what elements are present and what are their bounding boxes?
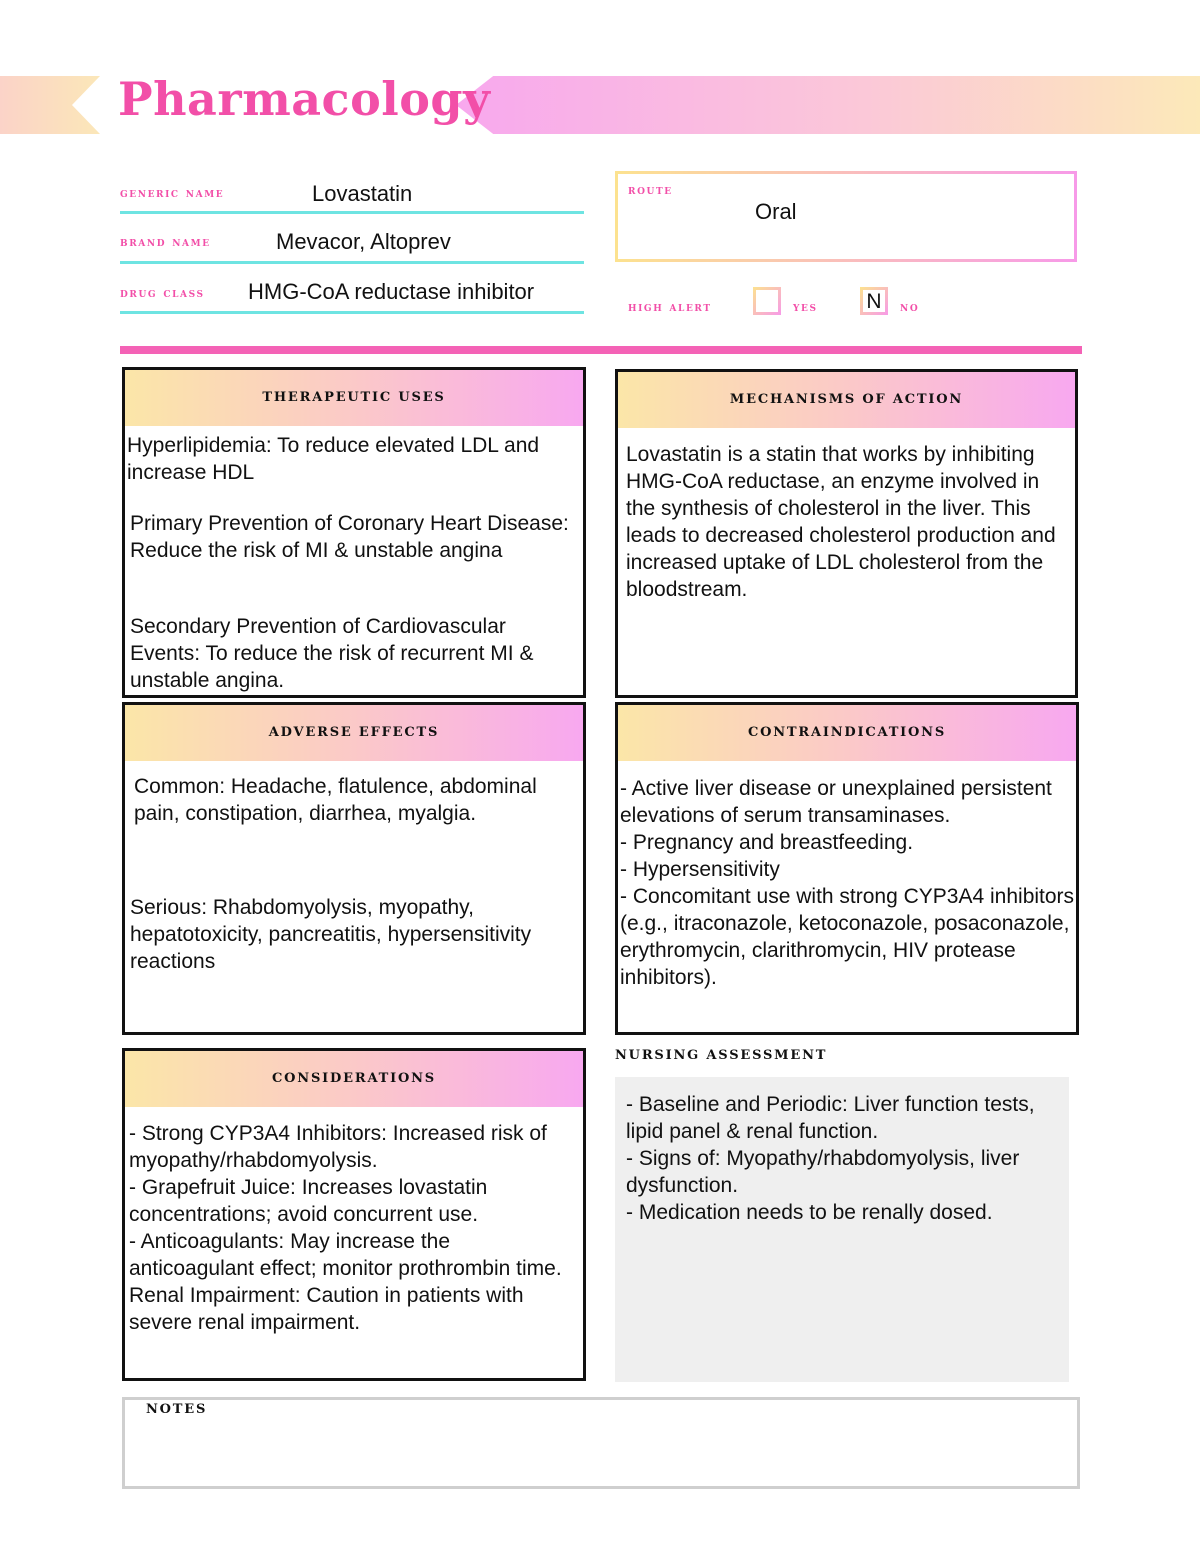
adverse-serious: Serious: Rhabdomyolysis, myopathy, hepatotoxicity, pancreatitis, hypersensitivity reactions: [130, 896, 532, 973]
brand-name-underline: [120, 261, 584, 264]
generic-name-value[interactable]: Lovastatin: [312, 181, 413, 206]
consideration-item: - Strong CYP3A4 Inhibitors: Increased risk of myopathy/rhabdomyolysis.: [129, 1122, 547, 1172]
considerations-card: [122, 1048, 586, 1381]
high-alert-no-checkbox[interactable]: N: [860, 287, 888, 315]
brand-name-value[interactable]: Mevacor, Altoprev: [276, 229, 451, 254]
drug-class-label: drug class: [120, 286, 205, 301]
nursing-assessment-heading: NURSING ASSESSMENT: [615, 1048, 828, 1063]
high-alert-label: high alert: [628, 300, 712, 315]
therapeutic-use-3: Secondary Prevention of Cardiovascular Events: To reduce the risk of recurrent MI & unstable angina.: [130, 615, 534, 692]
banner-left-ribbon: [0, 76, 100, 134]
therapeutic-use-2: Primary Prevention of Coronary Heart Disease: Reduce the risk of MI & unstable angina: [130, 512, 569, 562]
therapeutic-uses-heading: THERAPEUTIC USES: [125, 370, 583, 426]
mechanism-heading: MECHANISMS OF ACTION: [618, 372, 1075, 428]
mechanism-text: Lovastatin is a statin that works by inhibiting HMG-CoA reductase, an enzyme involved in the synthesis of cholesterol in the liver. This leads to decreased cholesterol production and increased uptake of LDL cholesterol from the bloodstream.: [626, 443, 1056, 601]
yes-label: yes: [793, 300, 818, 315]
mechanism-card: [615, 369, 1078, 698]
consideration-item: - Grapefruit Juice: Increases lovastatin concentrations; avoid concurrent use.: [129, 1176, 488, 1226]
route-value[interactable]: Oral: [755, 199, 797, 224]
drug-class-underline: [120, 311, 584, 314]
adverse-effects-heading: ADVERSE EFFECTS: [125, 705, 583, 761]
nursing-assessment-box[interactable]: [615, 1077, 1069, 1382]
nursing-item: - Baseline and Periodic: Liver function tests, lipid panel & renal function.: [626, 1093, 1035, 1143]
generic-name-underline: [120, 211, 584, 214]
considerations-list: [129, 1120, 569, 1336]
contraindications-heading: CONTRAINDICATIONS: [618, 705, 1076, 761]
route-label: route: [628, 183, 673, 198]
notes-heading: NOTES: [146, 1402, 208, 1417]
contraindication-item: - Pregnancy and breastfeeding.: [620, 831, 914, 854]
therapeutic-use-1: Hyperlipidemia: To reduce elevated LDL and increase HDL: [127, 434, 540, 484]
page-title: Pharmacology: [118, 72, 491, 126]
contraindication-item: - Hypersensitivity: [620, 858, 780, 881]
notes-box[interactable]: [122, 1397, 1080, 1489]
route-box[interactable]: [615, 171, 1077, 262]
banner-right-ribbon: [456, 76, 1200, 134]
consideration-item: Renal Impairment: Caution in patients with severe renal impairment.: [129, 1284, 524, 1334]
drug-class-value[interactable]: HMG-CoA reductase inhibitor: [248, 279, 535, 304]
generic-name-label: generic name: [120, 186, 225, 201]
contraindication-item: - Active liver disease or unexplained persistent elevations of serum transaminases.: [620, 777, 1052, 827]
contraindications-card: [615, 702, 1079, 1035]
section-divider: [120, 346, 1082, 354]
adverse-effects-card: [122, 702, 586, 1035]
considerations-heading: CONSIDERATIONS: [125, 1051, 583, 1107]
contraindication-item: - Concomitant use with strong CYP3A4 inhibitors (e.g., itraconazole, ketoconazole, posaconazole, erythromycin, clarithromycin, HIV protease inhibitors).: [620, 885, 1075, 989]
high-alert-yes-checkbox[interactable]: [753, 287, 781, 315]
nursing-item: - Medication needs to be renally dosed.: [626, 1201, 993, 1224]
therapeutic-uses-card: [122, 367, 586, 698]
no-label: no: [900, 300, 920, 315]
brand-name-label: brand name: [120, 235, 211, 250]
nursing-item: - Signs of: Myopathy/rhabdomyolysis, liver dysfunction.: [626, 1147, 1020, 1197]
contraindications-list: [620, 775, 1075, 991]
nursing-assessment-list: [626, 1091, 1056, 1226]
consideration-item: - Anticoagulants: May increase the anticoagulant effect; monitor prothrombin time.: [129, 1230, 562, 1280]
adverse-common: Common: Headache, flatulence, abdominal pain, constipation, diarrhea, myalgia.: [134, 775, 537, 825]
